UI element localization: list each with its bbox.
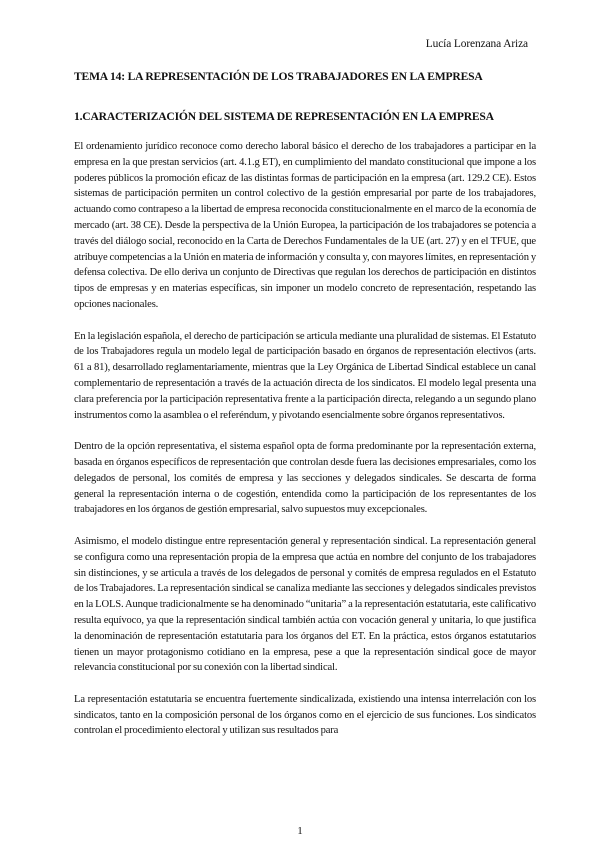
paragraph: La representación estatutaria se encuentra fuertemente sindicalizada, existiendo una intensa interrelación con los sindicatos, tanto en la composición personal de los órganos como en el ejercicio de sus funciones. Los sindicatos controlan el procedimiento electoral y utilizan sus resultados para bbox=[74, 693, 536, 737]
paragraph: Dentro de la opción representativa, el sistema español opta de forma predominante por la representación externa, basada en órganos específicos de representación que controlan desde fuera las decisiones empresariales, como los delegados de personal, los comités de empresa y las secciones y delegados sindicales. Se descarta de forma general la representación interna o de cogestión, entendida como la participación de los representantes de los trabajadores en los órganos de gestión empresarial, salvo supuestos muy excepcionales. bbox=[74, 441, 536, 516]
paragraph: Asimismo, el modelo distingue entre representación general y representación sindical. La representación general se configura como una representación propia de la empresa que actúa en nombre del conjunto de los trabajadores sin distinciones, y se articula a través de los delegados de personal y comités de empresa regulados en el Estatuto de los Trabajadores. La representación sindical se canaliza mediante las secciones y delegados sindicales previstos en la LOLS. Aunque tradicionalmente se ha denominado “unitaria” a la representación estatutaria, este calificativo resulta equívoco, ya que la representación sindical también actúa con vocación general y unitaria, lo que justifica la denominación de representación estatutaria para los órganos del ET. En la práctica, estos órganos estatutarios tienen un mayor protagonismo cotidiano en la empresa, pese a que la representación sindical goce de mayor relevancia constitucional por su conexión con la libertad sindical. bbox=[74, 535, 536, 674]
document-title: TEMA 14: LA REPRESENTACIÓN DE LOS TRABAJADORES EN LA EMPRESA bbox=[74, 70, 483, 83]
document-body bbox=[74, 139, 536, 755]
author-name: Lucía Lorenzana Ariza bbox=[425, 38, 528, 50]
paragraph: En la legislación española, el derecho de participación se articula mediante una pluralidad de sistemas. El Estatuto de los Trabajadores regula un modelo legal de participación basado en órganos de representación electivos (arts. 61 a 81), desarrollado reglamentariamente, mientras que la Ley Orgánica de Libertad Sindical establece un canal complementario de representación a través de la actuación directa de los sindicatos. El modelo legal presenta una clara preferencia por la participación representativa frente a la participación directa, relegando a un segundo plano instrumentos como la asamblea o el referéndum, y pivotando esencialmente sobre órganos representativos. bbox=[74, 330, 536, 421]
page-number: 1 bbox=[297, 825, 303, 837]
section-heading: 1.CARACTERIZACIÓN DEL SISTEMA DE REPRESENTACIÓN EN LA EMPRESA bbox=[74, 110, 494, 123]
paragraph: El ordenamiento jurídico reconoce como derecho laboral básico el derecho de los trabajadores a participar en la empresa en la que prestan servicios (art. 4.1.g ET), en cumplimiento del mandato constitucional que impone a los poderes públicos la promoción eficaz de las distintas formas de participación en la empresa (art. 129.2 CE). Estos sistemas de participación permiten un control colectivo de la gestión empresarial por parte de los trabajadores, actuando como contrapeso a la libertad de empresa reconocida constitucionalmente en el marco de la economía de mercado (art. 38 CE). Desde la perspectiva de la Unión Europea, la participación de los trabajadores se potencia a través del diálogo social, reconocido en la Carta de Derechos Fundamentales de la UE (art. 27) y en el TFUE, que atribuye competencias a la Unión en materia de información y consulta y, con mayores límites, en representación y defensa colectiva. De ello deriva un conjunto de Directivas que regulan los derechos de participación en distintos tipos de empresas y en materias específicas, sin imponer un modelo concreto de representación, respetando las opciones nacionales. bbox=[74, 141, 536, 310]
